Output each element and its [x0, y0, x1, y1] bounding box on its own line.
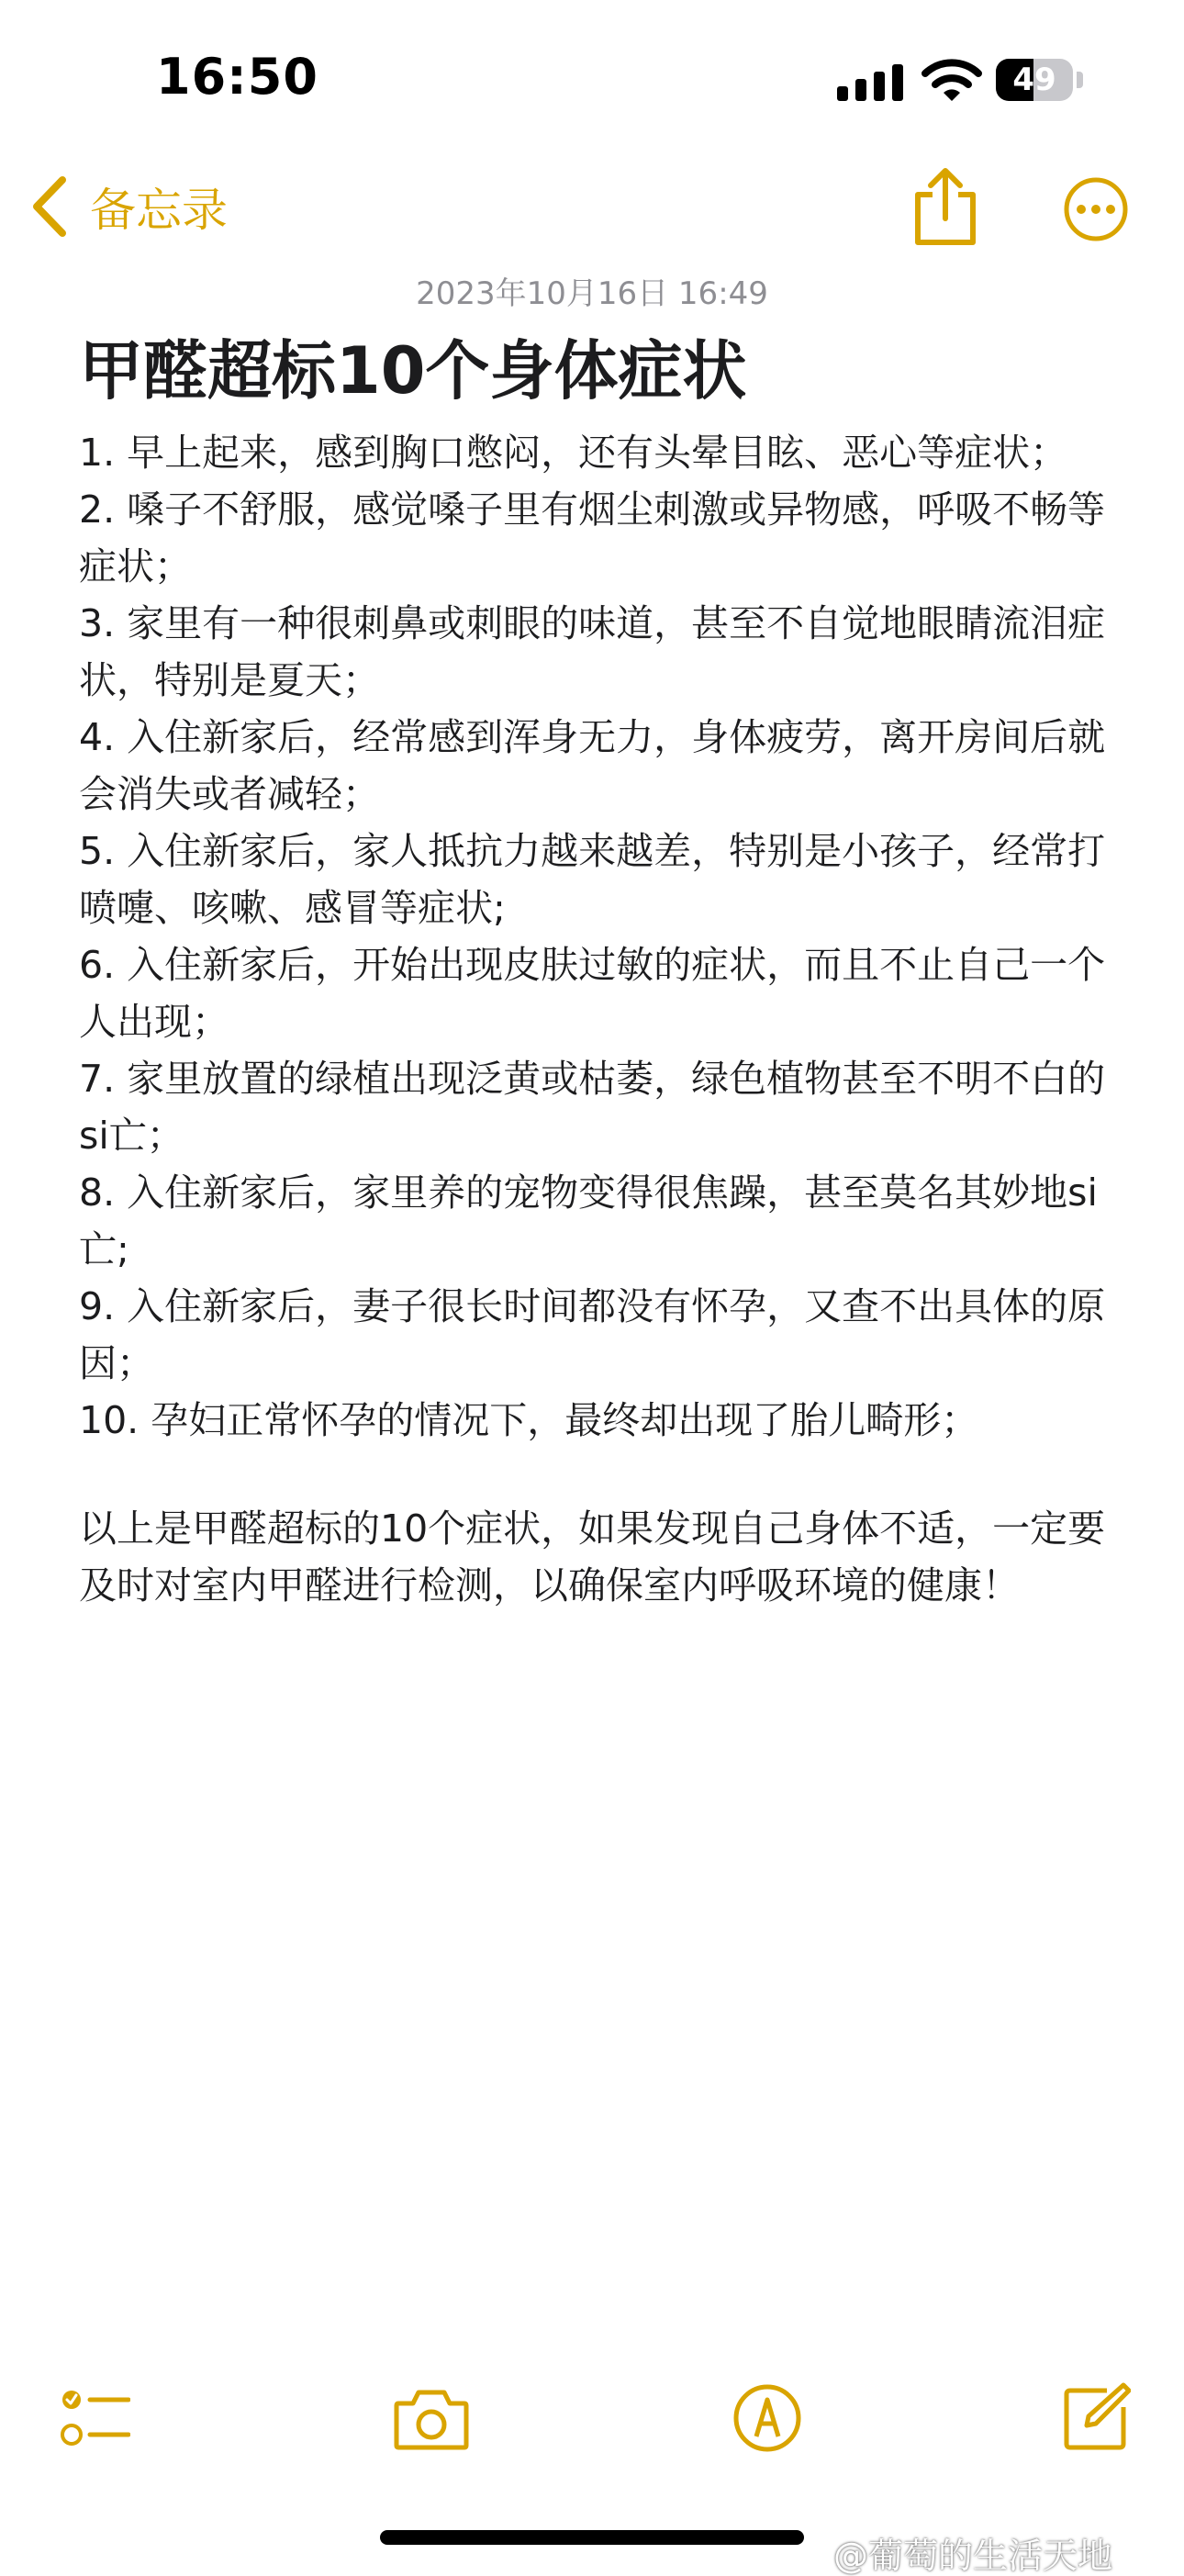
list-item: 10. 孕妇正常怀孕的情况下，最终却出现了胎儿畸形；	[79, 1398, 979, 1442]
markup-icon[interactable]	[732, 2383, 802, 2453]
list-item: 5. 入住新家后，家人抵抗力越来越差，特别是小孩子，经常打喷嚏、咳嗽、感冒等症状;	[79, 829, 1106, 930]
list-item: 3. 家里有一种很刺鼻或刺眼的味道，甚至不自觉地眼睛流泪症状，特别是夏天；	[79, 601, 1106, 702]
list-item: 2. 嗓子不舒服，感觉嗓子里有烟尘刺激或异物感，呼吸不畅等症状；	[79, 487, 1106, 588]
list-item: 8. 入住新家后，家里养的宠物变得很焦躁，甚至莫名其妙地si亡;	[79, 1170, 1098, 1271]
chevron-left-icon	[28, 174, 70, 239]
wifi-icon	[922, 57, 982, 103]
list-item: 9. 入住新家后，妻子很长时间都没有怀孕，又查不出具体的原因；	[79, 1284, 1106, 1385]
list-item: 4. 入住新家后，经常感到浑身无力，身体疲劳，离开房间后就会消失或者减轻；	[79, 715, 1106, 816]
home-indicator[interactable]	[380, 2530, 804, 2545]
compose-icon[interactable]	[1061, 2381, 1131, 2451]
more-icon[interactable]	[1063, 176, 1129, 242]
back-label: 备忘录	[90, 184, 228, 237]
note-title[interactable]: 甲醛超标10个身体症状	[79, 333, 747, 409]
checklist-icon[interactable]	[61, 2385, 130, 2451]
list-item: 7. 家里放置的绿植出现泛黄或枯萎，绿色植物甚至不明不白的si亡；	[79, 1057, 1106, 1158]
signal-icon	[837, 64, 905, 101]
note-date: 2023年10月16日 16:49	[416, 275, 768, 312]
note-body[interactable]	[79, 424, 1116, 1614]
watermark: @葡萄的生活天地	[833, 2536, 1113, 2576]
back-button[interactable]	[28, 170, 228, 243]
share-icon[interactable]	[909, 165, 982, 248]
list-item: 1. 早上起来，感到胸口憋闷，还有头晕目眩、恶心等症状；	[79, 431, 1068, 475]
battery-tip	[1077, 72, 1083, 88]
battery-body	[996, 59, 1073, 101]
bottom-toolbar	[0, 2369, 1184, 2470]
camera-icon[interactable]	[393, 2387, 470, 2451]
status-bar	[0, 0, 1184, 156]
status-time: 16:50	[156, 48, 318, 106]
battery-level: 49	[1012, 62, 1056, 98]
note-summary: 以上是甲醛超标的10个症状，如果发现自己身体不适，一定要及时对室内甲醛进行检测，以确保室内呼吸环境的健康！	[79, 1506, 1106, 1607]
list-item: 6. 入住新家后，开始出现皮肤过敏的症状，而且不止自己一个人出现；	[79, 943, 1106, 1044]
battery-icon	[996, 59, 1084, 101]
